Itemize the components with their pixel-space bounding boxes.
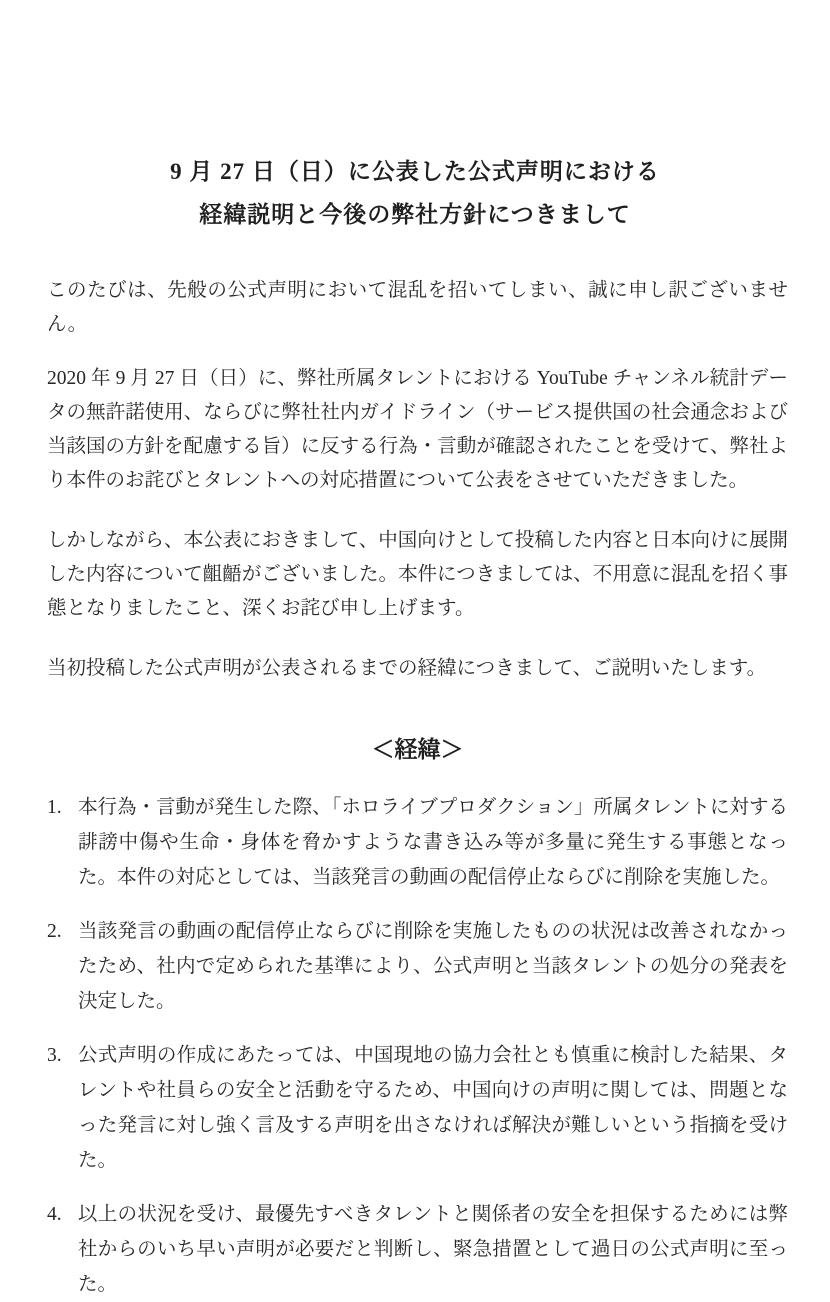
paragraph-discrepancy-apology: しかしながら、本公表におきまして、中国向けとして投稿した内容と日本向けに展開した内容について齟齬がございました。本件につきましては、不用意に混乱を招く事態となりましたこと、深くお詫び申し上げます。	[47, 530, 788, 619]
document-title	[0, 150, 830, 236]
history-item-4-number: 4.	[47, 1204, 62, 1225]
history-item-1	[47, 790, 788, 895]
document-body	[47, 274, 788, 1302]
history-item-2-number: 2.	[47, 921, 62, 942]
paragraph-explanation-lead-in: 当初投稿した公式声明が公表されるまでの経緯につきまして、ご説明いたします。	[47, 658, 767, 679]
history-item-3-number: 3.	[47, 1045, 62, 1066]
document-title-line-1: 9 月 27 日（日）に公表した公式声明における	[170, 159, 660, 184]
history-item-3-text: 公式声明の作成にあたっては、中国現地の協力会社とも慎重に検討した結果、タレントや社員らの安全と活動を守るため、中国向けの声明に関しては、問題となった発言に対し強く言及する声明を出さなければ解決が難しいという指摘を受けた。	[78, 1045, 788, 1171]
paragraph-incident-summary: 2020 年 9 月 27 日（日）に、弊社所属タレントにおける YouTube チャンネル統計データの無許諾使用、ならびに弊社社内ガイドライン（サービス提供国の社会通念および当該国の方針を配慮する旨）に反する行為・言動が確認されたことを受けて、弊社より本件のお詫びとタレントへの対応措置について公表をさせていただきました。	[47, 368, 788, 491]
history-item-4	[47, 1197, 788, 1302]
history-list	[47, 790, 788, 1302]
history-item-3	[47, 1038, 788, 1178]
paragraph-apology-intro: このたびは、先般の公式声明において混乱を招いてしまい、誠に申し訳ございません。	[47, 280, 788, 335]
history-item-1-number: 1.	[47, 797, 62, 818]
history-item-2	[47, 914, 788, 1019]
section-heading-keii: ＜経緯＞	[371, 737, 464, 762]
history-item-1-text: 本行為・言動が発生した際、「ホロライブプロダクション」所属タレントに対する誹謗中傷や生命・身体を脅かすような書き込み等が多量に発生する事態となった。本件の対応としては、当該発言の動画の配信停止ならびに削除を実施した。	[78, 797, 788, 888]
history-item-4-text: 以上の状況を受け、最優先すべきタレントと関係者の安全を担保するためには弊社からのいち早い声明が必要だと判断し、緊急措置として過日の公式声明に至った。	[78, 1204, 788, 1295]
document-title-line-2: 経緯説明と今後の弊社方針につきまして	[199, 202, 631, 227]
history-item-2-text: 当該発言の動画の配信停止ならびに削除を実施したものの状況は改善されなかったため、社内で定められた基準により、公式声明と当該タレントの処分の発表を決定した。	[78, 921, 788, 1012]
